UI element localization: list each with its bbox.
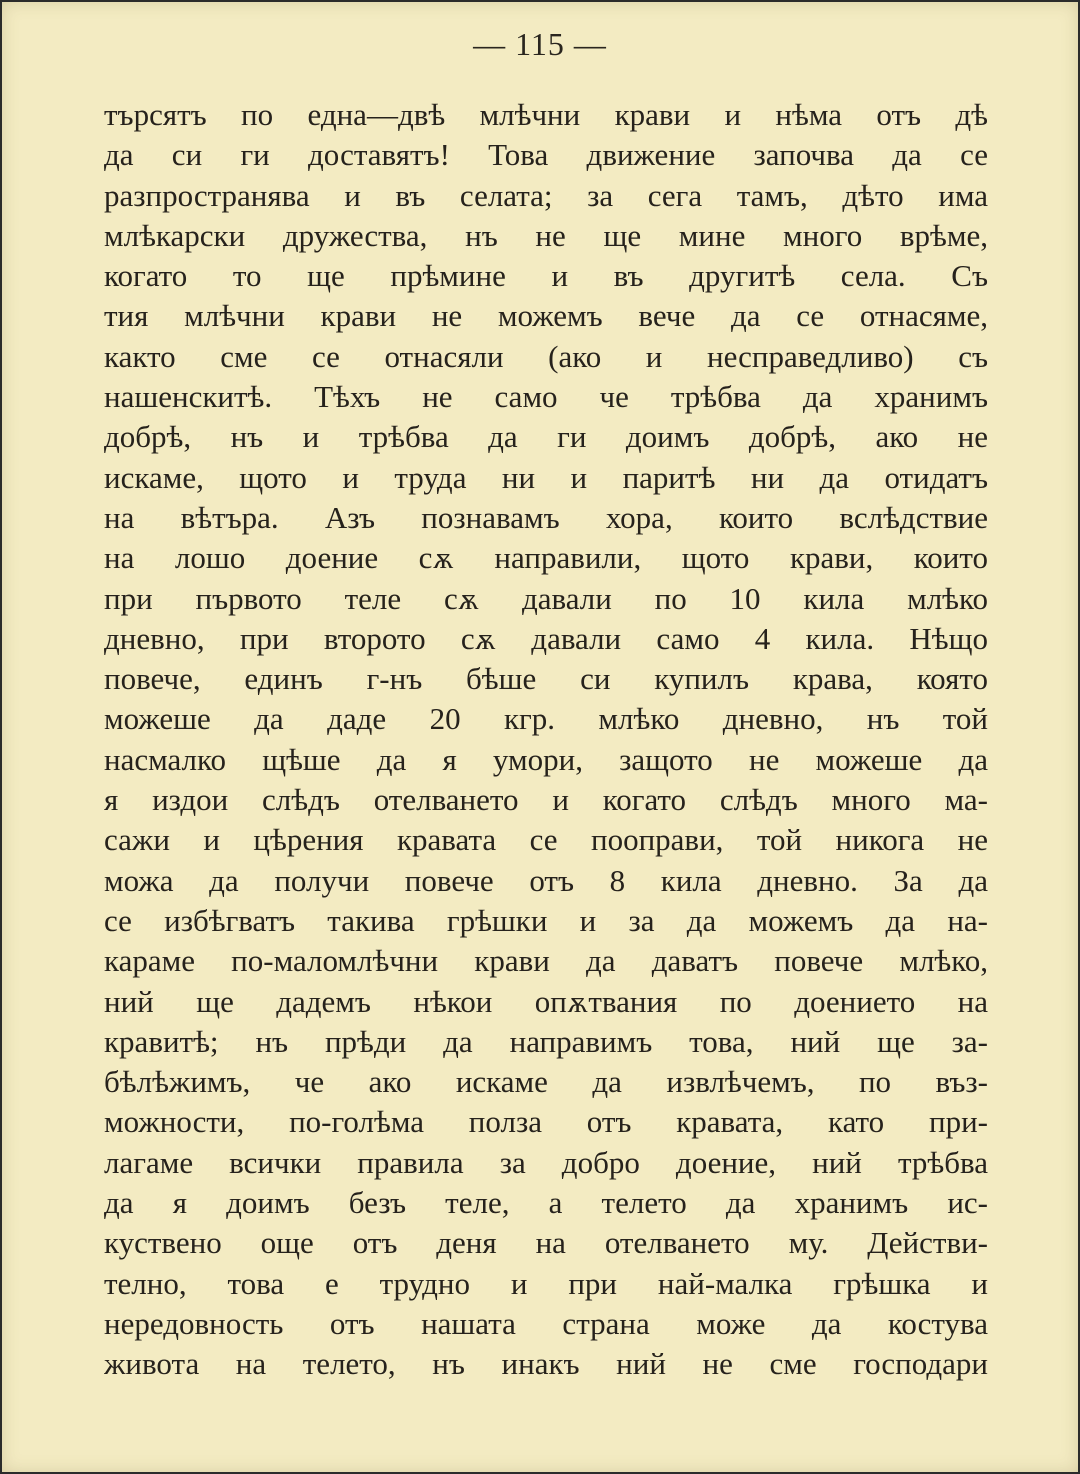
text-line: можеше да даде 20 кгр. млѣко дневно, нъ той [104,701,988,737]
text-line: кравитѣ; нъ прѣди да направимъ това, ний ще за- [104,1023,988,1059]
text-line: я издои слѣдъ отелването и когато слѣдъ много ма- [104,782,988,818]
text-line: при първото теле сѫ давали по 10 кила млѣко [104,580,988,616]
text-line: когато то ще прѣмине и въ другитѣ села. Съ [104,258,988,294]
text-line: куствено още отъ деня на отелването му. Действи- [104,1225,988,1261]
body-text [104,95,988,1385]
text-line: бѣлѣжимъ, че ако искаме да извлѣчемъ, по въз- [104,1064,988,1100]
page-number: — 115 — [473,26,607,62]
text-line: млѣкарски дружества, нъ не ще мине много врѣме, [104,217,988,253]
text-line: на лошо доение сѫ направили, щото крави, които [104,540,988,576]
text-line: можности, по-голѣма полза отъ кравата, като при- [104,1104,988,1140]
text-line: добрѣ, нъ и трѣбва да ги доимъ добрѣ, ако не [104,419,988,455]
text-line: живота на телето, нъ инакъ ний не сме господари [104,1346,988,1382]
text-line: да я доимъ безъ теле, а телето да хранимъ ис- [104,1185,988,1221]
text-line: сажи и цѣрения кравата се пооправи, той никога не [104,822,988,858]
text-line: повече, единъ г-нъ бѣше си купилъ крава, която [104,661,988,697]
text-line: на вѣтъра. Азъ познавамъ хора, които вслѣдствие [104,499,988,535]
text-line: можа да получи повече отъ 8 кила дневно. За да [104,862,988,898]
text-line: телно, това е трудно и при най-малка грѣшка и [104,1265,988,1301]
text-line: както сме се отнасяли (ако и несправедливо) съ [104,338,988,374]
text-line: лагаме всички правила за добро доение, ний трѣбва [104,1144,988,1180]
text-line: разпространява и въ селата; за сега тамъ, дѣто има [104,177,988,213]
text-line: насмалко щѣше да я умори, защото не можеше да [104,741,988,777]
text-line: нередовность отъ нашата страна може да костува [104,1305,988,1341]
text-line: търсятъ по една—двѣ млѣчни крави и нѣма отъ дѣ [104,97,988,132]
text-line: нашенскитѣ. Тѣхъ не само че трѣбва да хранимъ [104,379,988,415]
text-line: караме по-маломлѣчни крави да даватъ повече млѣко, [104,943,988,979]
text-line: да си ги доставятъ! Това движение започва да се [104,137,988,173]
text-line: дневно, при второто сѫ давали само 4 кила. Нѣщо [104,620,988,656]
text-line: искаме, щото и труда ни и паритѣ ни да отидатъ [104,459,988,495]
text-line: ний ще дадемъ нѣкои опѫтвания по доението на [104,983,988,1019]
text-line: тия млѣчни крави не можемъ вече да се отнасяме, [104,298,988,334]
text-line: се избѣгватъ такива грѣшки и за да можемъ да на- [104,902,988,938]
